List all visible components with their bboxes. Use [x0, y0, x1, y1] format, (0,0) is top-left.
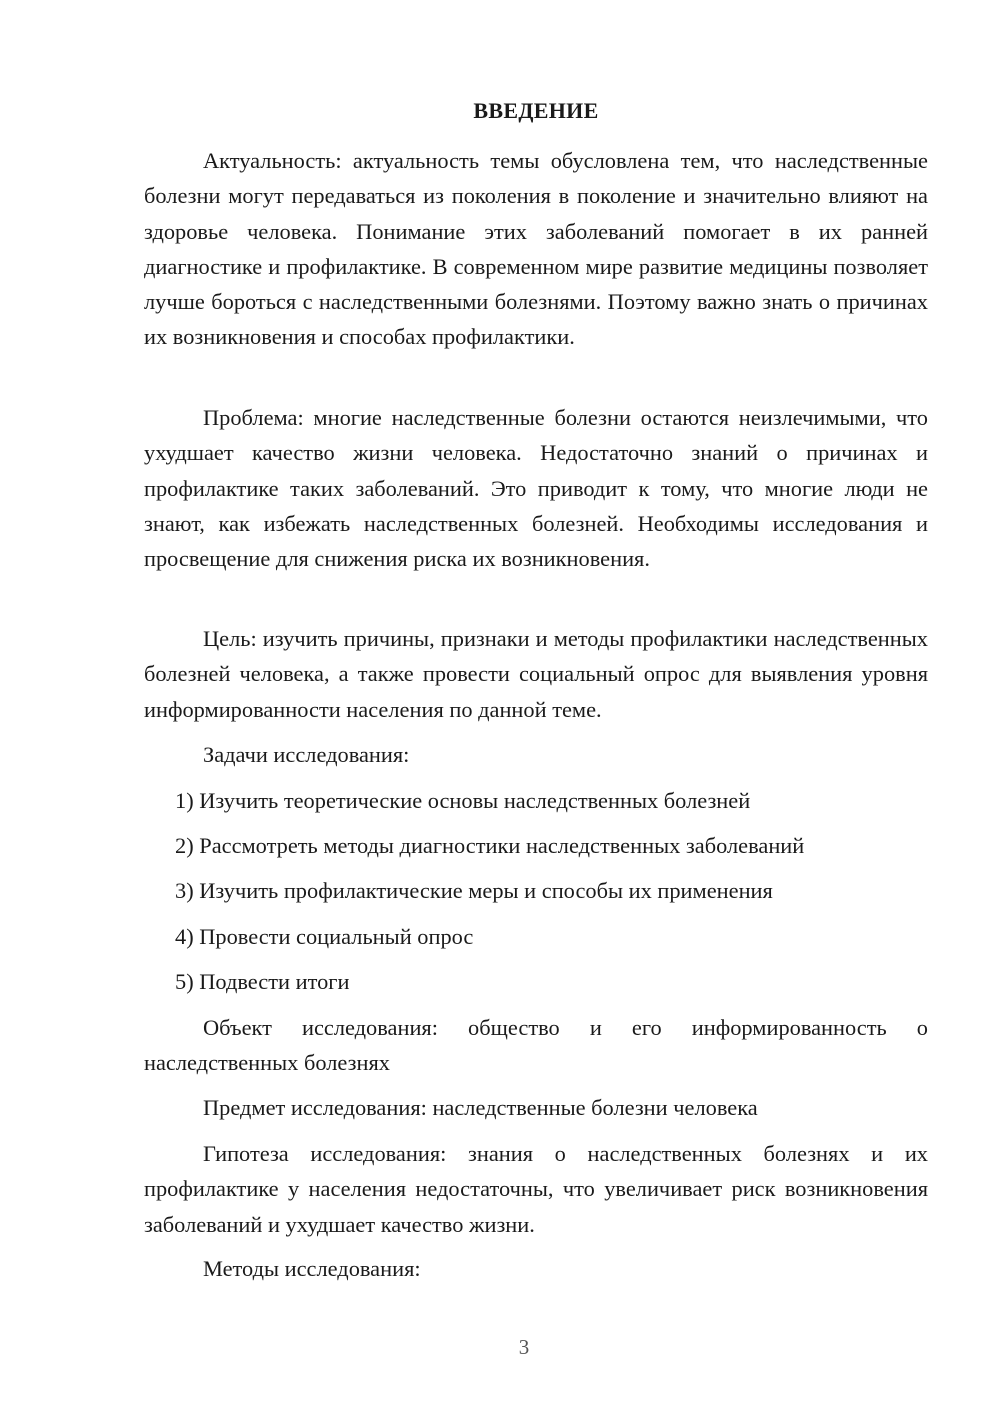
- task-item: 2) Рассмотреть методы диагностики наследственных заболеваний: [175, 833, 805, 858]
- paragraph-relevance: Актуальность: актуальность темы обусловлена тем, что наследственные болезни могут передаваться из поколения в поколение и значительно влияют на здоровье человека. Понимание этих заболеваний помогает в их ранней диагностике и профилактике. В современном мире развитие медицины позволяет лучше бороться с наследственными болезнями. Поэтому важно знать о причинах их возникновения и способах профилактики.: [144, 148, 928, 350]
- task-item: 1) Изучить теоретические основы наследственных болезней: [175, 788, 751, 813]
- task-item: 4) Провести социальный опрос: [175, 924, 474, 949]
- paragraph-problem: Проблема: многие наследственные болезни остаются неизлечимыми, что ухудшает качество жизни человека. Недостаточно знаний о причинах и профилактике таких заболеваний. Это приводит к тому, что многие люди не знают, как избежать наследственных болезней. Необходимы исследования и просвещение для снижения риска их возникновения.: [144, 405, 928, 572]
- section-title: ВВЕДЕНИЕ: [473, 98, 599, 123]
- page-number: 3: [518, 1335, 530, 1359]
- methods-heading: Методы исследования:: [203, 1256, 421, 1281]
- paragraph-hypothesis: Гипотеза исследования: знания о наследственных болезнях и их профилактике у населения недостаточны, что увеличивает риск возникновения заболеваний и ухудшает качество жизни.: [144, 1141, 928, 1237]
- task-item: 5) Подвести итоги: [175, 969, 350, 994]
- paragraph-object: Объект исследования: общество и его информированность о наследственных болезнях: [144, 1015, 928, 1076]
- tasks-heading: Задачи исследования:: [203, 742, 410, 767]
- paragraph-subject: Предмет исследования: наследственные болезни человека: [203, 1095, 758, 1120]
- task-item: 3) Изучить профилактические меры и способы их применения: [175, 878, 773, 903]
- paragraph-goal: Цель: изучить причины, признаки и методы профилактики наследственных болезней человека, а также провести социальный опрос для выявления уровня информированности населения по данной теме.: [144, 626, 928, 722]
